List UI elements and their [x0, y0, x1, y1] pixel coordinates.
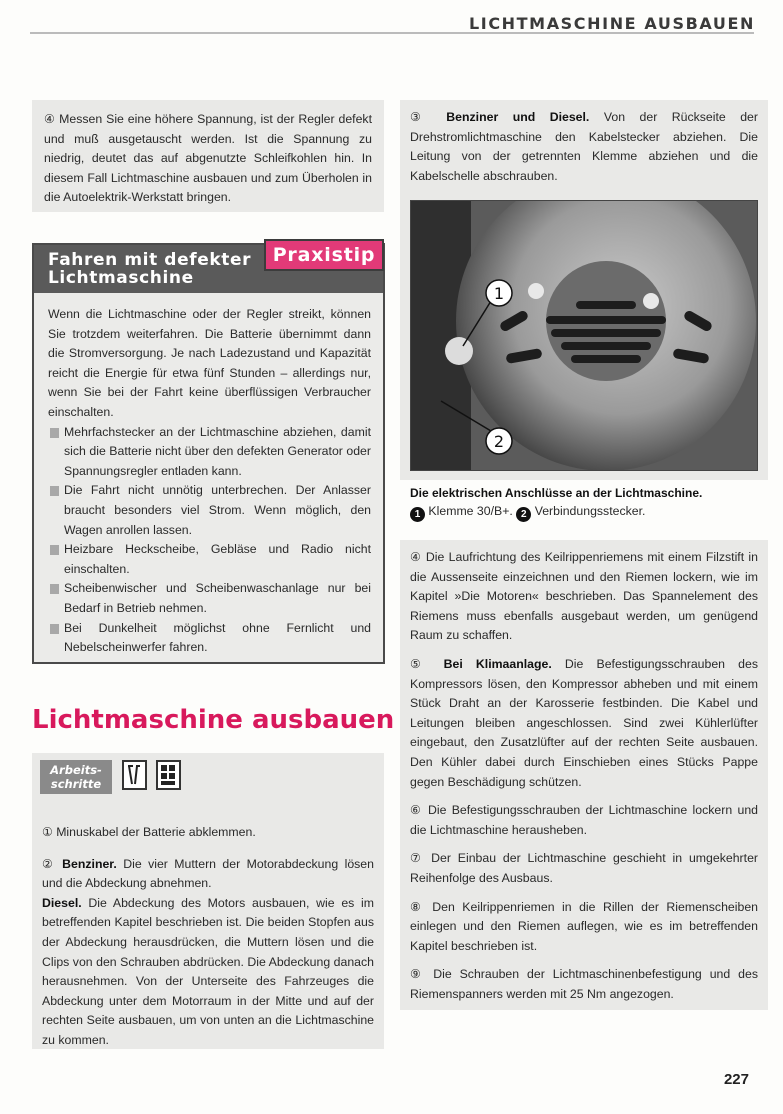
step-bold-label: Benziner und Diesel.	[446, 110, 590, 124]
callout-label: 2	[493, 432, 505, 451]
step-item	[410, 548, 758, 646]
step-item	[42, 823, 374, 843]
step-number: ①	[42, 825, 53, 839]
step-text: Von der Rückseite der Drehstromlichtmaschine den Kabelstecker abziehen. Die Leitung von der getrennten Klemme abziehen und die Kabelschelle abschrauben.	[410, 110, 758, 183]
praxistip-bullet: Die Fahrt nicht unnötig unterbrechen. Der Anlasser braucht besonders viel Strom. Wenn möglich, den Wagen anrollen lassen.	[48, 481, 371, 540]
page-header-title: LICHTMASCHINE AUSBAUEN	[468, 14, 755, 33]
step-text: Die Laufrichtung des Keilrippenriemens mit einem Filzstift in die Aussenseite einzeichnen und den Riemen lockern, wie im Kapitel »Die Motoren« beschrieben. Das Spannelement des Riemens muss ebenfalls ausgebaut werden, um genügend Raum zu schaffen.	[410, 550, 758, 643]
intro-paragraph	[44, 110, 372, 208]
step-item	[410, 898, 758, 957]
step-item	[410, 801, 758, 840]
alternator-photo	[410, 200, 758, 471]
praxistip-bullet: Bei Dunkelheit möglichst ohne Fernlicht und Nebelscheinwerfer fahren.	[48, 619, 371, 658]
caption-number-badge: 2	[516, 507, 531, 522]
alternator-illustration	[411, 201, 757, 470]
step-text: Minuskabel der Batterie abklemmen.	[56, 825, 256, 839]
step-number: ⑨	[410, 967, 426, 982]
photo-caption	[410, 484, 760, 522]
caption-title: Die elektrischen Anschlüsse an der Lichtmaschine.	[410, 486, 703, 500]
callout-label: 1	[493, 284, 505, 303]
steps-list	[42, 823, 374, 1051]
praxistip-body	[48, 305, 371, 658]
step-item	[410, 965, 758, 1004]
section-title: Lichtmaschine ausbauen	[32, 705, 395, 735]
step-number: ③	[410, 110, 432, 124]
caption-item-text: Klemme 30/B+.	[428, 504, 513, 518]
step-text: Die vier Muttern der Motorabdeckung lösen und die Abdeckung abnehmen.	[42, 856, 374, 891]
praxistip-bullet: Scheibenwischer und Scheibenwaschanlage nur bei Bedarf in Betrieb nehmen.	[48, 579, 371, 618]
step-text: Den Keilrippenriemen in die Rillen der Riemenscheiben einlegen und den Riemen auflegen, wie es im betreffenden Kapitel beschrieben ist.	[410, 899, 758, 953]
praxistip-bullet: Heizbare Heckscheibe, Gebläse und Radio nicht einschalten.	[48, 540, 371, 579]
praxistip-badge: Praxistip	[264, 239, 384, 271]
arbeitsschritte-badge: Arbeits-schritte	[40, 760, 112, 794]
page-number: 227	[723, 1071, 749, 1088]
step-text: Die Befestigungsschrauben der Lichtmaschine lockern und die Lichtmaschine herausheben.	[410, 803, 759, 837]
step-text: Die Abdeckung des Motors ausbauen, wie es im betreffenden Kapitel beschrieben ist. Die beiden Stopfen aus der Abdeckung herausdrücken, die Muttern lösen und die Clips von den Schrauben abdrücken. Die Abdeckung danach herausnehmen. Von der Unterseite des Fahrzeuges die Abdeckung unter dem Motorraum in der Mitte und auf der rechten Seite ausbauen, um von unten an die Lichtmaschine zu kommen.	[42, 895, 375, 1047]
step-item	[42, 894, 374, 1051]
steps-box	[32, 753, 384, 1049]
praxistip-intro: Wenn die Lichtmaschine oder der Regler streikt, können Sie trotzdem weiterfahren. Die Batterie übernimmt dann die Stromversorgung. Je nach Ladezustand und Kapazität reicht die Energie für etwa fünf Stunden – allerdings nur, wenn Sie bei der Fahrt keine überflüssigen Verbraucher einschalten.	[48, 307, 371, 419]
step-item	[410, 655, 758, 792]
praxistip-box	[32, 243, 385, 664]
step-number: ⑤	[410, 656, 431, 671]
step-item	[410, 849, 758, 888]
caption-items	[410, 502, 760, 522]
praxistip-bullet: Mehrfachstecker an der Lichtmaschine abziehen, damit sich die Batterie nicht über den defekten Generator oder Spannungsregler entladen kann.	[48, 423, 371, 482]
step-text: Der Einbau der Lichtmaschine geschieht in umgekehrter Reihenfolge des Ausbaus.	[410, 851, 758, 885]
caption-item-text: Verbindungsstecker.	[534, 504, 646, 518]
wrench-tool-icon	[122, 760, 147, 790]
step-number: ⑥	[410, 803, 423, 818]
step-number: ⑧	[410, 899, 425, 914]
step-number: ⑦	[410, 851, 425, 866]
right-steps-box	[400, 540, 768, 1010]
caption-number-badge: 1	[410, 507, 425, 522]
praxistip-title: Fahren mit defekter Lichtmaschine	[48, 250, 252, 288]
step-text: Die Schrauben der Lichtmaschinenbefestigung und des Riemenspanners werden mit 25 Nm angezogen.	[410, 967, 758, 1001]
intro-text: Messen Sie eine höhere Spannung, ist der Regler defekt und muß ausgetauscht werden. Ist die Spannung zu niedrig, deutet das auf abgenutzte Schleifkohlen hin. In diesem Fall Lichtmaschine ausbauen und zum Überholen in die Autoelektrik-Werkstatt bringen.	[44, 112, 373, 205]
step-text: Die Befestigungsschrauben des Kompressors lösen, den Kompressor abheben und mit einem Stück Draht an der Karosserie festbinden. Die Kabel und Leitungen bleiben angeschlossen. Sind zwei Kühlerlüfter eingebaut, den Zusatzlüfter auf der rechten Seite ausbauen. Den Kühler dabei durch Einschieben eines Stücks Pappe gegen Beschädigung schützen.	[410, 656, 758, 789]
step-bold-label: Benziner.	[62, 856, 117, 871]
parts-catalog-icon	[156, 760, 181, 790]
intro-box	[32, 100, 384, 212]
step-number: ④	[410, 550, 422, 564]
step-item	[42, 855, 374, 894]
step-number: ④	[44, 112, 56, 126]
step-bold-label: Bei Klimaanlage.	[443, 656, 552, 671]
step-item	[410, 108, 758, 186]
step-bold-label: Diesel.	[42, 895, 82, 910]
step-number: ②	[42, 856, 56, 871]
